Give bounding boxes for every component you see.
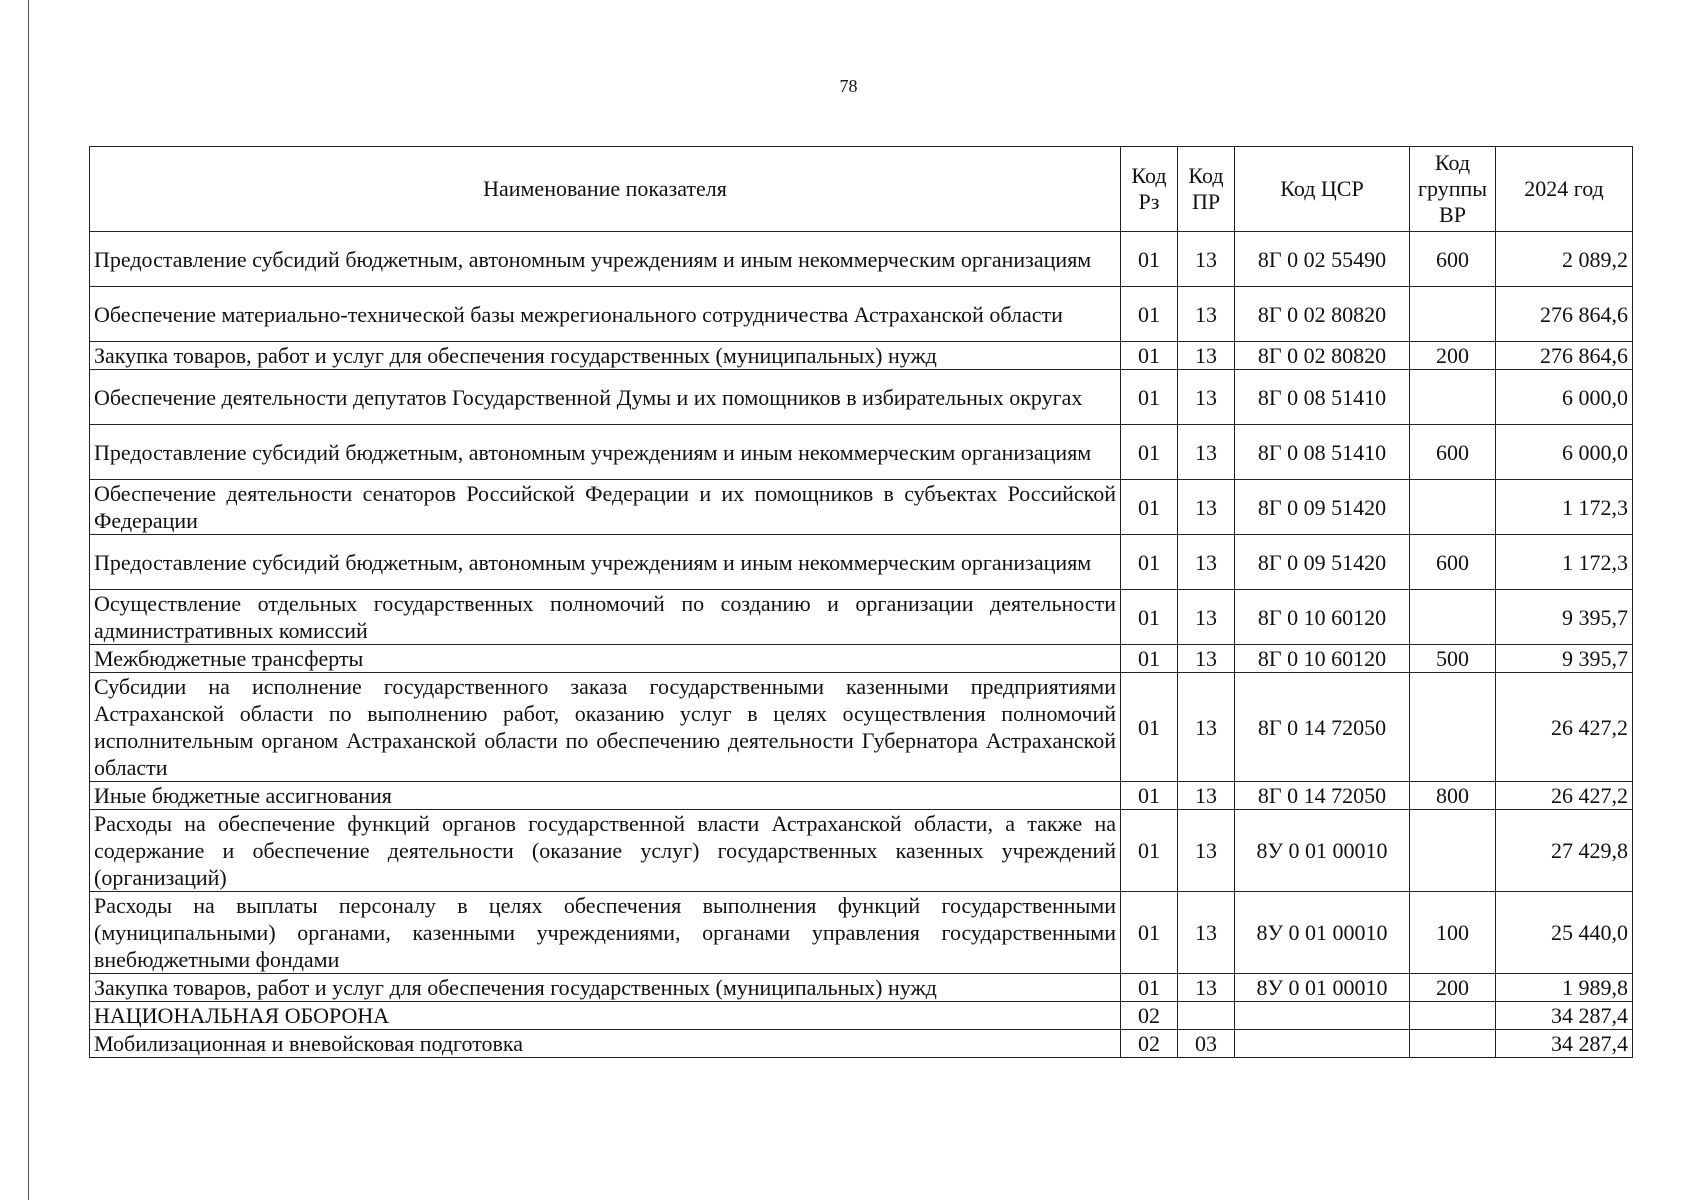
row-csr [1235, 1002, 1410, 1030]
row-csr: 8У 0 01 00010 [1235, 892, 1410, 974]
budget-table [89, 146, 1633, 1058]
row-rz: 02 [1121, 1002, 1178, 1030]
row-value: 26 427,2 [1496, 673, 1633, 782]
table-row [90, 370, 1633, 425]
row-csr: 8Г 0 09 51420 [1235, 535, 1410, 590]
row-value: 1 172,3 [1496, 480, 1633, 535]
row-rz: 01 [1121, 480, 1178, 535]
row-value: 26 427,2 [1496, 782, 1633, 810]
row-rz: 01 [1121, 892, 1178, 974]
header-rz: Код Рз [1121, 147, 1178, 232]
row-vr: 600 [1410, 232, 1496, 287]
row-vr: 600 [1410, 425, 1496, 480]
row-csr: 8Г 0 02 80820 [1235, 287, 1410, 342]
row-value: 34 287,4 [1496, 1002, 1633, 1030]
row-rz: 01 [1121, 974, 1178, 1002]
row-csr: 8Г 0 14 72050 [1235, 782, 1410, 810]
table-row [90, 810, 1633, 892]
row-pr: 13 [1178, 673, 1235, 782]
row-csr [1235, 1030, 1410, 1058]
row-pr: 13 [1178, 810, 1235, 892]
scan-left-edge [28, 0, 29, 1200]
table-row [90, 645, 1633, 673]
table-row [90, 1030, 1633, 1058]
row-vr [1410, 810, 1496, 892]
row-pr: 13 [1178, 892, 1235, 974]
row-name: Расходы на обеспечение функций органов государственной власти Астраханской области, а также на содержание и обеспечение деятельности (оказание услуг) государственных казенных учреждений (организаций) [90, 810, 1121, 892]
row-pr: 13 [1178, 480, 1235, 535]
table-row [90, 892, 1633, 974]
row-vr [1410, 1030, 1496, 1058]
row-rz: 01 [1121, 425, 1178, 480]
header-name: Наименование показателя [90, 147, 1121, 232]
row-value: 25 440,0 [1496, 892, 1633, 974]
table-row [90, 535, 1633, 590]
row-pr: 13 [1178, 232, 1235, 287]
header-vr: Код группы ВР [1410, 147, 1496, 232]
row-pr: 03 [1178, 1030, 1235, 1058]
row-csr: 8Г 0 08 51410 [1235, 425, 1410, 480]
row-vr [1410, 480, 1496, 535]
row-pr: 13 [1178, 425, 1235, 480]
row-rz: 01 [1121, 782, 1178, 810]
row-vr: 100 [1410, 892, 1496, 974]
row-csr: 8Г 0 08 51410 [1235, 370, 1410, 425]
row-name: Субсидии на исполнение государственного заказа государственными казенными предприятиями Астраханской области по выполнению работ, оказанию услуг в целях осуществления полномочий исполнительным органом Астраханской области по обеспечению деятельности Губернатора Астраханской области [90, 673, 1121, 782]
row-pr: 13 [1178, 342, 1235, 370]
table-row [90, 1002, 1633, 1030]
row-value: 6 000,0 [1496, 370, 1633, 425]
row-name: НАЦИОНАЛЬНАЯ ОБОРОНА [90, 1002, 1121, 1030]
row-value: 9 395,7 [1496, 590, 1633, 645]
row-value: 276 864,6 [1496, 342, 1633, 370]
row-vr: 200 [1410, 974, 1496, 1002]
header-pr: Код ПР [1178, 147, 1235, 232]
row-pr: 13 [1178, 974, 1235, 1002]
header-csr: Код ЦСР [1235, 147, 1410, 232]
row-csr: 8Г 0 02 55490 [1235, 232, 1410, 287]
row-rz: 01 [1121, 810, 1178, 892]
row-csr: 8Г 0 02 80820 [1235, 342, 1410, 370]
row-name: Обеспечение деятельности депутатов Государственной Думы и их помощников в избирательных округах [90, 370, 1121, 425]
row-rz: 01 [1121, 370, 1178, 425]
row-csr: 8У 0 01 00010 [1235, 810, 1410, 892]
row-value: 1 989,8 [1496, 974, 1633, 1002]
table-row [90, 974, 1633, 1002]
row-name: Закупка товаров, работ и услуг для обеспечения государственных (муниципальных) нужд [90, 342, 1121, 370]
row-rz: 01 [1121, 287, 1178, 342]
row-value: 9 395,7 [1496, 645, 1633, 673]
table-row [90, 782, 1633, 810]
header-year: 2024 год [1496, 147, 1633, 232]
row-name: Предоставление субсидий бюджетным, автономным учреждениям и иным некоммерческим организациям [90, 535, 1121, 590]
row-name: Предоставление субсидий бюджетным, автономным учреждениям и иным некоммерческим организациям [90, 232, 1121, 287]
row-rz: 01 [1121, 645, 1178, 673]
table-row [90, 480, 1633, 535]
table-row [90, 287, 1633, 342]
row-name: Мобилизационная и вневойсковая подготовка [90, 1030, 1121, 1058]
row-name: Осуществление отдельных государственных полномочий по созданию и организации деятельности административных комиссий [90, 590, 1121, 645]
row-csr: 8Г 0 09 51420 [1235, 480, 1410, 535]
row-rz: 01 [1121, 673, 1178, 782]
row-csr: 8Г 0 14 72050 [1235, 673, 1410, 782]
row-value: 6 000,0 [1496, 425, 1633, 480]
table-row [90, 342, 1633, 370]
row-pr: 13 [1178, 287, 1235, 342]
row-vr [1410, 287, 1496, 342]
row-name: Иные бюджетные ассигнования [90, 782, 1121, 810]
row-vr: 600 [1410, 535, 1496, 590]
row-value: 2 089,2 [1496, 232, 1633, 287]
row-vr [1410, 590, 1496, 645]
row-pr [1178, 1002, 1235, 1030]
table-row [90, 673, 1633, 782]
row-name: Предоставление субсидий бюджетным, автономным учреждениям и иным некоммерческим организациям [90, 425, 1121, 480]
row-vr [1410, 1002, 1496, 1030]
row-value: 27 429,8 [1496, 810, 1633, 892]
row-name: Межбюджетные трансферты [90, 645, 1121, 673]
row-vr [1410, 370, 1496, 425]
row-csr: 8Г 0 10 60120 [1235, 645, 1410, 673]
row-pr: 13 [1178, 590, 1235, 645]
table-header-row [90, 147, 1633, 232]
row-csr: 8Г 0 10 60120 [1235, 590, 1410, 645]
table-row [90, 232, 1633, 287]
row-rz: 01 [1121, 232, 1178, 287]
row-pr: 13 [1178, 645, 1235, 673]
table-row [90, 590, 1633, 645]
row-value: 1 172,3 [1496, 535, 1633, 590]
row-pr: 13 [1178, 535, 1235, 590]
row-vr [1410, 673, 1496, 782]
row-name: Обеспечение деятельности сенаторов Российской Федерации и их помощников в субъектах Российской Федерации [90, 480, 1121, 535]
row-pr: 13 [1178, 370, 1235, 425]
table-row [90, 425, 1633, 480]
row-name: Расходы на выплаты персоналу в целях обеспечения выполнения функций государственными (муниципальными) органами, казенными учреждениями, органами управления государственными внебюджетными фондами [90, 892, 1121, 974]
row-vr: 800 [1410, 782, 1496, 810]
row-name: Обеспечение материально-технической базы межрегионального сотрудничества Астраханской области [90, 287, 1121, 342]
row-vr: 200 [1410, 342, 1496, 370]
row-vr: 500 [1410, 645, 1496, 673]
row-pr: 13 [1178, 782, 1235, 810]
row-value: 34 287,4 [1496, 1030, 1633, 1058]
page-number: 78 [839, 76, 858, 96]
row-rz: 01 [1121, 535, 1178, 590]
row-csr: 8У 0 01 00010 [1235, 974, 1410, 1002]
row-rz: 01 [1121, 342, 1178, 370]
row-rz: 01 [1121, 590, 1178, 645]
row-rz: 02 [1121, 1030, 1178, 1058]
row-value: 276 864,6 [1496, 287, 1633, 342]
row-name: Закупка товаров, работ и услуг для обеспечения государственных (муниципальных) нужд [90, 974, 1121, 1002]
